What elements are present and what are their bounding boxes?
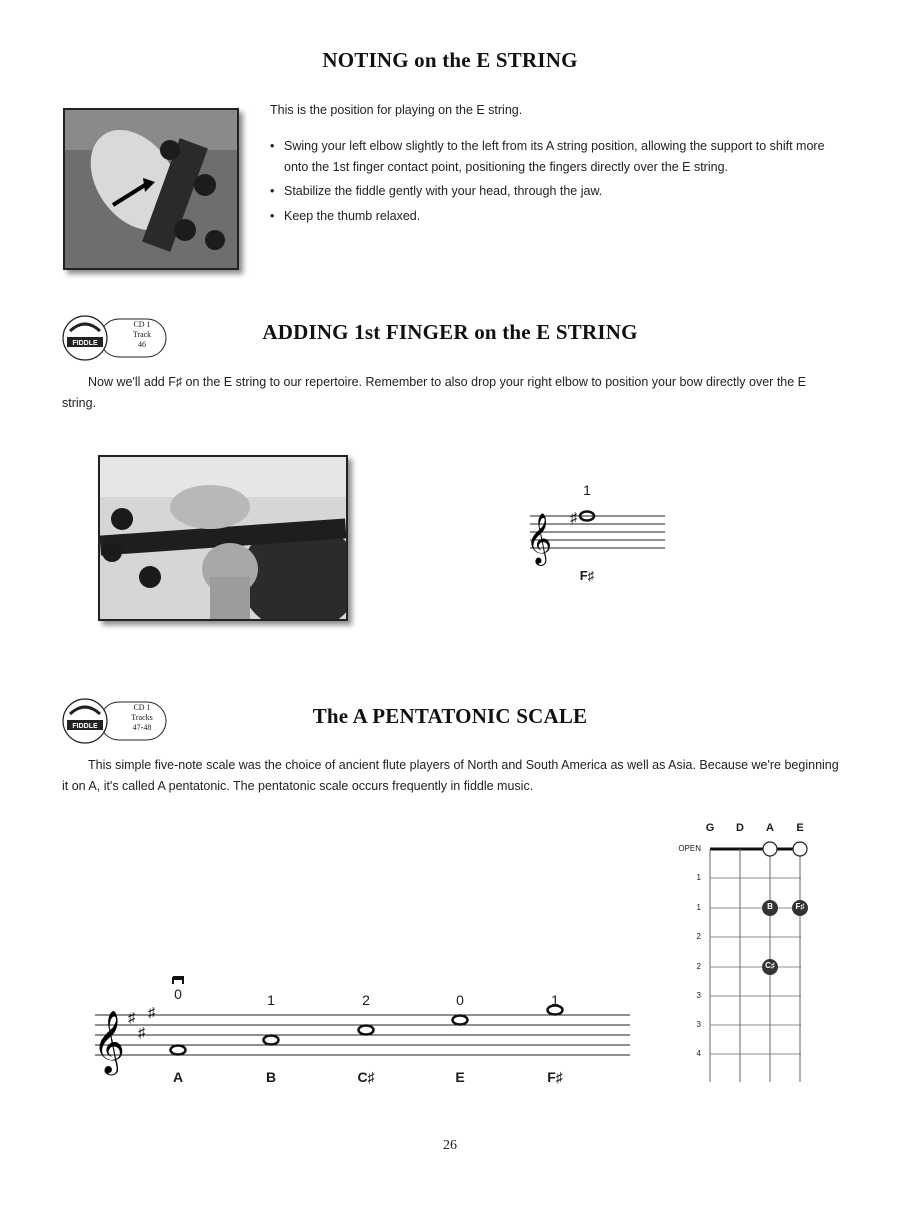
scale-note-head xyxy=(359,1026,374,1035)
photo-left-hand-e-string xyxy=(63,108,239,270)
scale-note-name: F♯ xyxy=(547,1069,563,1085)
key-sharp-c: ♯ xyxy=(138,1024,145,1040)
scale-finger: 1 xyxy=(267,992,275,1008)
scale-note-name: E xyxy=(455,1069,465,1085)
note-name: F♯ xyxy=(579,568,595,583)
scale-finger: 0 xyxy=(456,992,464,1008)
key-sharp-g: ♯ xyxy=(148,1004,155,1020)
pentatonic-scale-staff xyxy=(90,970,635,1095)
bullet-item: • Keep the thumb relaxed. xyxy=(270,206,850,227)
section3-text: This simple five-note scale was the choice of ancient flute players of North and South America as well as Asia. Because we're beginning it on A, it's called A pentatonic. The pentatonic scale occurs frequently in fiddle music. xyxy=(62,758,839,793)
scale-note-name: B xyxy=(265,1069,277,1085)
fingerboard-diagram xyxy=(655,820,815,1090)
fret-label: 4 xyxy=(696,1049,701,1058)
svg-text:FIDDLE: FIDDLE xyxy=(72,340,98,347)
fret-label: 2 xyxy=(696,962,701,971)
fret-label: 3 xyxy=(696,1020,701,1029)
cd-track-text: Track xyxy=(132,330,152,339)
string-label: E xyxy=(796,822,804,834)
string-label: D xyxy=(736,822,744,834)
string-label: A xyxy=(766,822,774,834)
cd-track-number: 47-48 xyxy=(132,723,152,732)
section1-bullet-list xyxy=(270,132,850,226)
cd-track-text: Tracks xyxy=(131,713,153,722)
page-number: 26 xyxy=(443,1138,457,1153)
photo-first-finger-e-string xyxy=(98,455,348,621)
fret-label: OPEN xyxy=(678,844,701,853)
scale-note-head xyxy=(171,1046,186,1055)
section2-text: Now we'll add F♯ on the E string to our repertoire. Remember to also drop your right elbow to position your bow directly over the E string. xyxy=(62,375,807,410)
svg-text:♯: ♯ xyxy=(570,509,577,525)
string-label: G xyxy=(705,822,715,834)
bullet-item: • Swing your left elbow slightly to the left from its A string position, allowing the support to shift more onto the 1st finger contact point, positioning the fingers directly over the E string. xyxy=(270,136,850,177)
finger-marker-label: B xyxy=(767,902,773,911)
cd-label: CD 1 xyxy=(133,320,151,329)
treble-clef-icon: 𝄞 xyxy=(526,514,553,563)
cd-track-number: 46 xyxy=(138,340,146,349)
scale-note-name: C♯ xyxy=(357,1069,375,1085)
scale-finger: 1 xyxy=(551,992,559,1008)
key-sharp-f: ♯ xyxy=(128,1009,135,1025)
section2-title: ADDING 1st FINGER on the E STRING xyxy=(262,320,638,344)
section1-intro: This is the position for playing on the E string. xyxy=(270,103,523,117)
finger-marker-label: F♯ xyxy=(795,902,805,911)
finger-number: 1 xyxy=(583,482,591,498)
section1-title: NOTING on the E STRING xyxy=(322,48,578,72)
f-sharp-notation xyxy=(520,478,670,588)
treble-clef-icon: 𝄞 xyxy=(93,1012,125,1072)
scale-finger: 2 xyxy=(362,992,370,1008)
fret-label: 3 xyxy=(696,991,701,1000)
scale-note-head xyxy=(453,1016,468,1025)
scale-finger: 0 xyxy=(174,986,182,1002)
cd-track-logo xyxy=(62,315,168,361)
cd-label: CD 1 xyxy=(133,703,151,712)
scale-note-name: A xyxy=(172,1069,184,1085)
cd-tracks-logo xyxy=(62,698,168,744)
fret-label: 2 xyxy=(696,932,701,941)
fret-label: 1 xyxy=(696,873,701,882)
bullet-item: • Stabilize the fiddle gently with your head, through the jaw. xyxy=(270,181,850,202)
finger-marker-label: C♯ xyxy=(765,961,775,970)
scale-note-head xyxy=(264,1036,279,1045)
fret-label: 1 xyxy=(696,903,701,912)
section3-title: The A PENTATONIC SCALE xyxy=(312,704,588,728)
svg-text:FIDDLE: FIDDLE xyxy=(72,723,98,730)
